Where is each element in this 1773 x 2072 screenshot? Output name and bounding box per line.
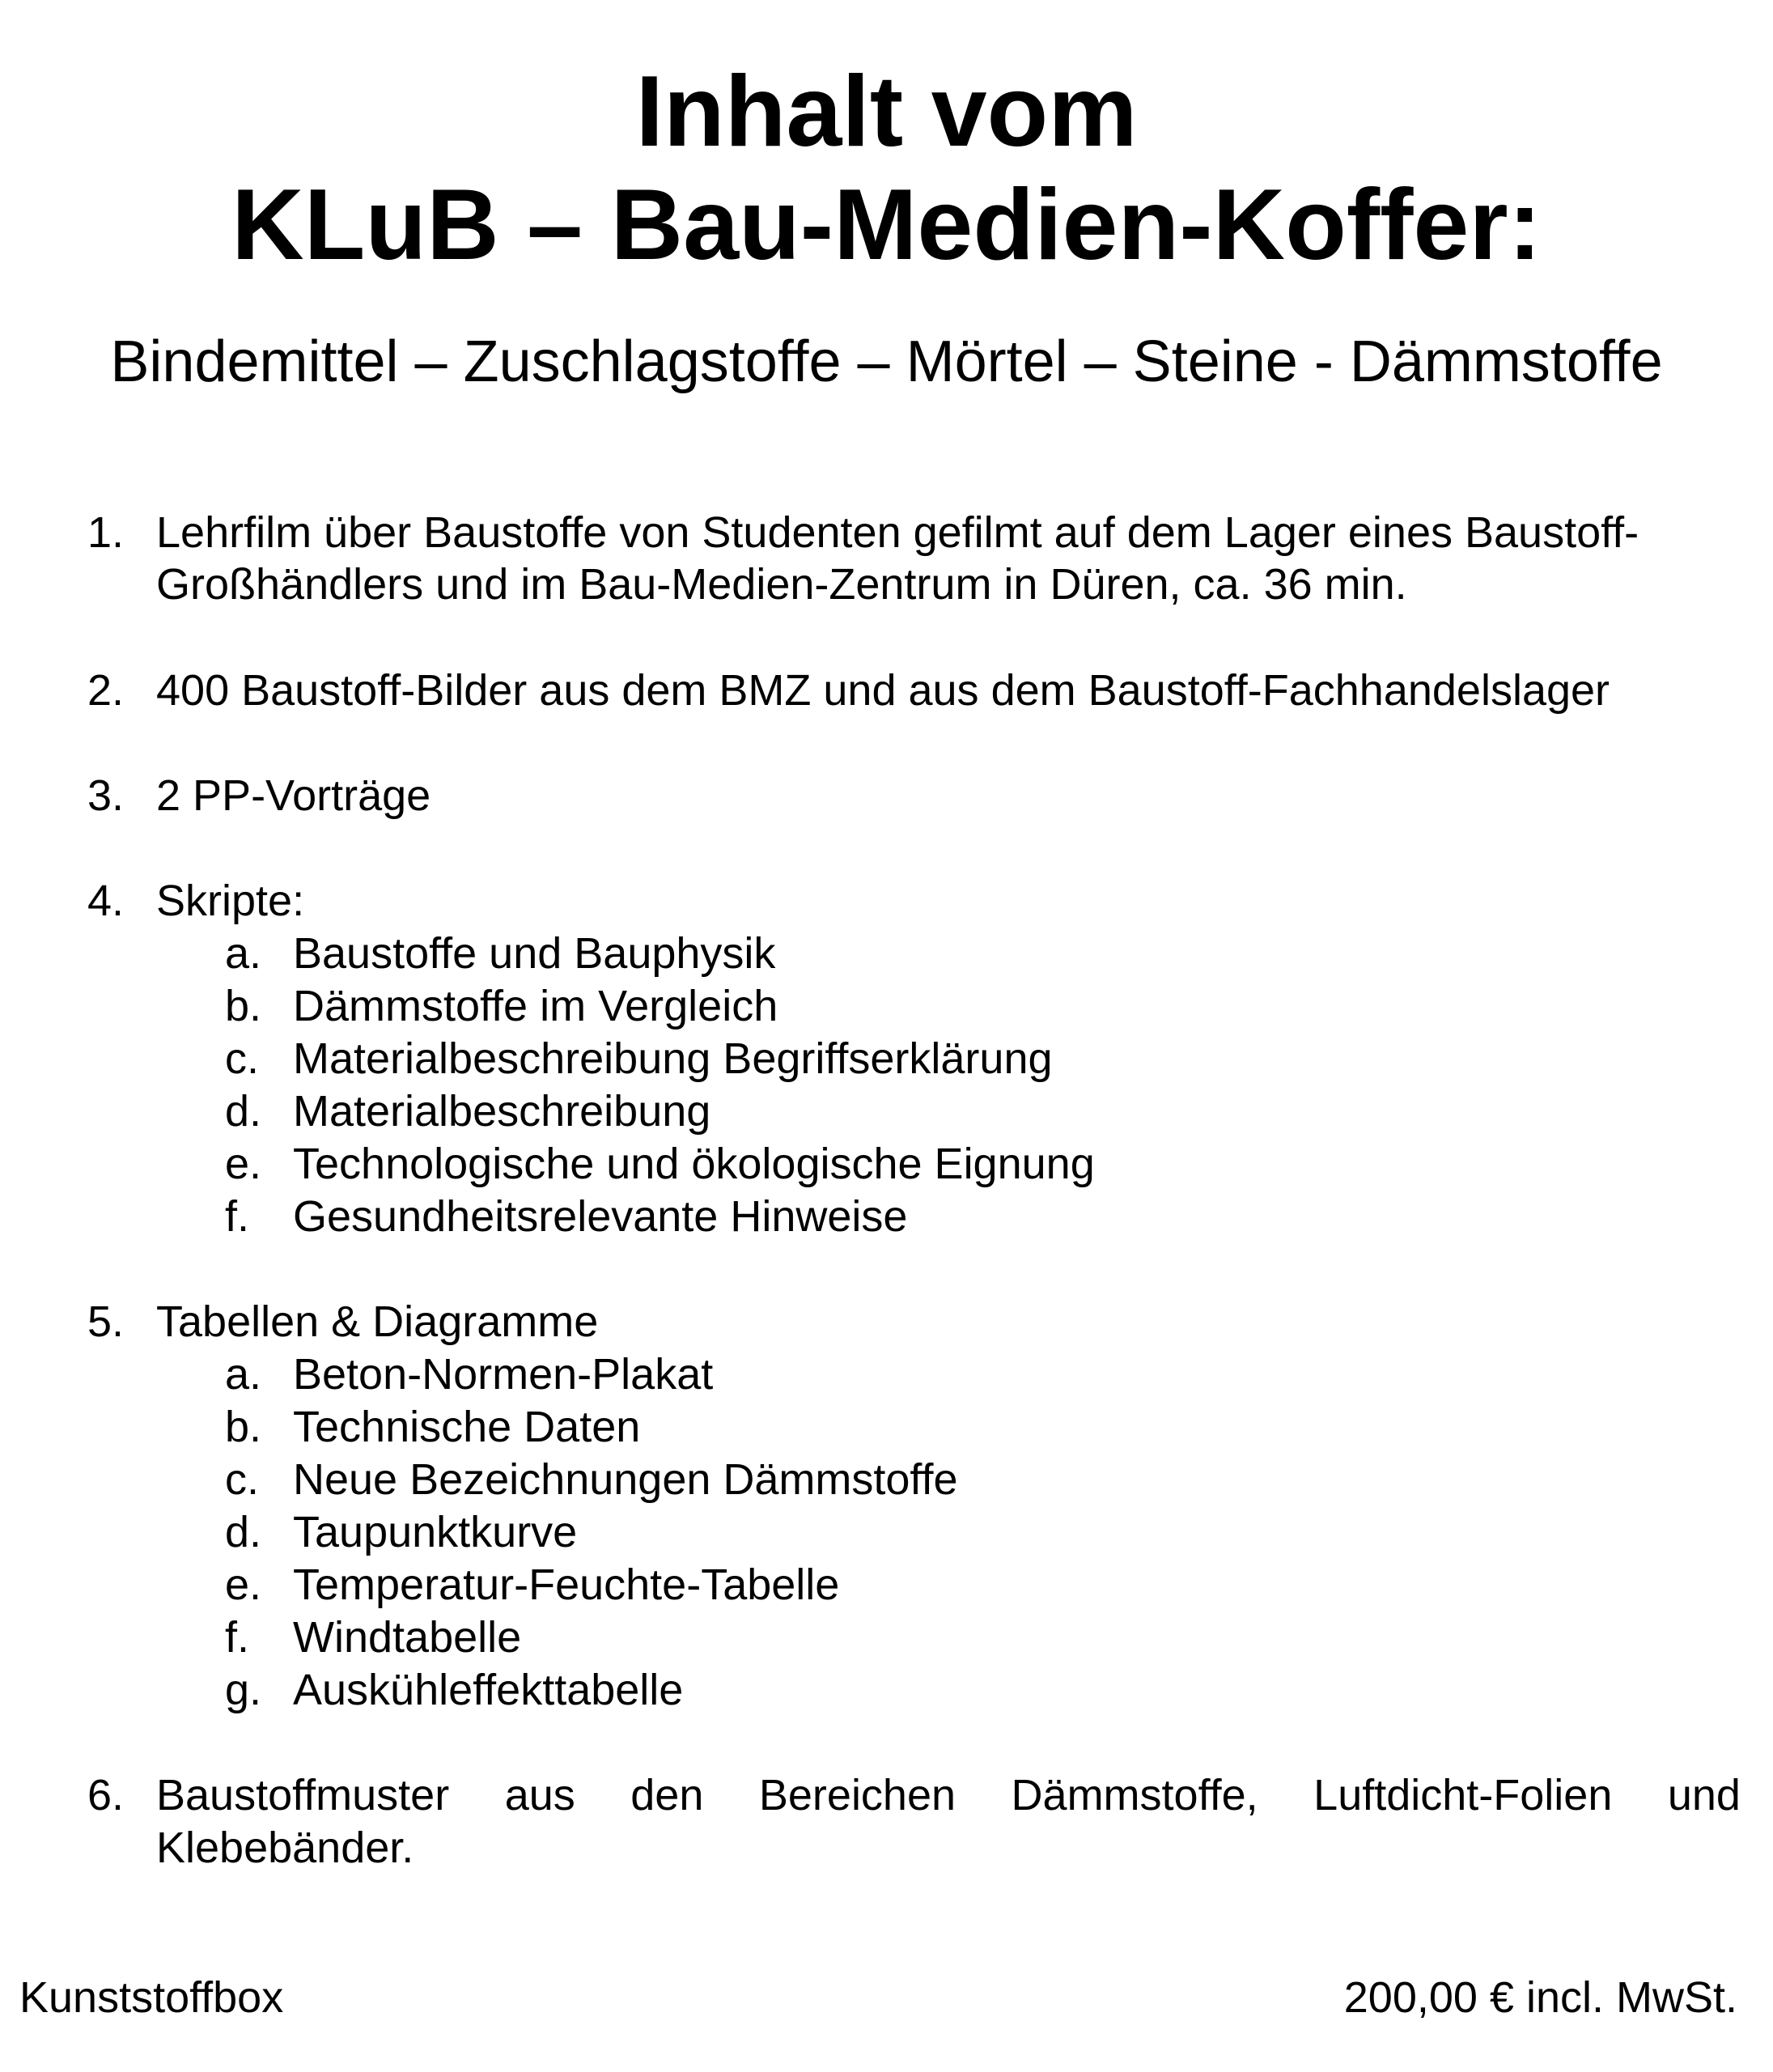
sublist-text: Technologische und ökologische Eignung <box>293 1140 1095 1188</box>
sublist-text: Neue Bezeichnungen Dämmstoffe <box>293 1455 958 1504</box>
sublist-letter: c. <box>225 1034 260 1083</box>
list-number: 5. <box>87 1297 125 1346</box>
list-number: 2. <box>87 666 125 715</box>
list-text-line-1 <box>156 1769 1741 1821</box>
sublist-letter: a. <box>225 929 262 978</box>
list-number: 1. <box>87 508 125 557</box>
sublist-text: Windtabelle <box>293 1613 522 1662</box>
sublist-text: Materialbeschreibung <box>293 1087 711 1136</box>
word: Bereichen <box>758 1771 956 1819</box>
sublist-letter: b. <box>225 982 262 1030</box>
sublist-text: Materialbeschreibung Begriffserklärung <box>293 1034 1053 1083</box>
sublist-letter: d. <box>225 1087 262 1136</box>
sublist-letter: f. <box>225 1613 250 1662</box>
footer-price: 200,00 € incl. MwSt. <box>1343 1973 1737 2022</box>
list-text-line-2: Großhändlers und im Bau-Medien-Zentrum in Düren, ca. 36 min. <box>156 560 1407 609</box>
list-text: Tabellen & Diagramme <box>156 1297 599 1346</box>
title-line-1: Inhalt vom <box>635 56 1138 168</box>
sublist-letter: c. <box>225 1455 260 1504</box>
word: Baustoffmuster <box>156 1771 450 1819</box>
word: Luftdicht-Folien <box>1313 1771 1613 1819</box>
sublist-letter: f. <box>225 1192 250 1241</box>
sublist-letter: b. <box>225 1403 262 1451</box>
list-text: Skripte: <box>156 877 305 925</box>
sublist-text: Gesundheitsrelevante Hinweise <box>293 1192 908 1241</box>
list-number: 4. <box>87 877 125 925</box>
sublist-text: Beton-Normen-Plakat <box>293 1350 714 1399</box>
list-text: 2 PP-Vorträge <box>156 771 431 820</box>
footer-product: Kunststoffbox <box>19 1973 284 2022</box>
sublist-letter: e. <box>225 1560 262 1609</box>
sublist-text: Taupunktkurve <box>293 1508 578 1556</box>
sublist-text: Temperatur-Feuchte-Tabelle <box>293 1560 840 1609</box>
sublist-letter: e. <box>225 1140 262 1188</box>
word: aus <box>504 1771 575 1819</box>
sublist-letter: a. <box>225 1350 262 1399</box>
title-line-2: KLuB – Bau-Medien-Koffer: <box>231 169 1542 281</box>
subtitle: Bindemittel – Zuschlagstoffe – Mörtel – Steine - Dämmstoffe <box>110 329 1663 394</box>
sublist-text: Technische Daten <box>293 1403 641 1451</box>
word: und <box>1667 1771 1741 1819</box>
sublist-text: Baustoffe und Bauphysik <box>293 929 776 978</box>
sublist-letter: g. <box>225 1666 262 1714</box>
sublist-text: Dämmstoffe im Vergleich <box>293 982 778 1030</box>
list-number: 3. <box>87 771 125 820</box>
sublist-text: Auskühleffekttabelle <box>293 1666 684 1714</box>
word: Dämmstoffe, <box>1011 1771 1258 1819</box>
list-text-line-2: Klebebänder. <box>156 1824 414 1872</box>
list-text-line-1: Lehrfilm über Baustoffe von Studenten gefilmt auf dem Lager eines Baustoff- <box>156 508 1639 557</box>
word: den <box>630 1771 704 1819</box>
list-text: 400 Baustoff-Bilder aus dem BMZ und aus dem Baustoff-Fachhandelslager <box>156 666 1610 715</box>
list-number: 6. <box>87 1771 125 1819</box>
sublist-letter: d. <box>225 1508 262 1556</box>
